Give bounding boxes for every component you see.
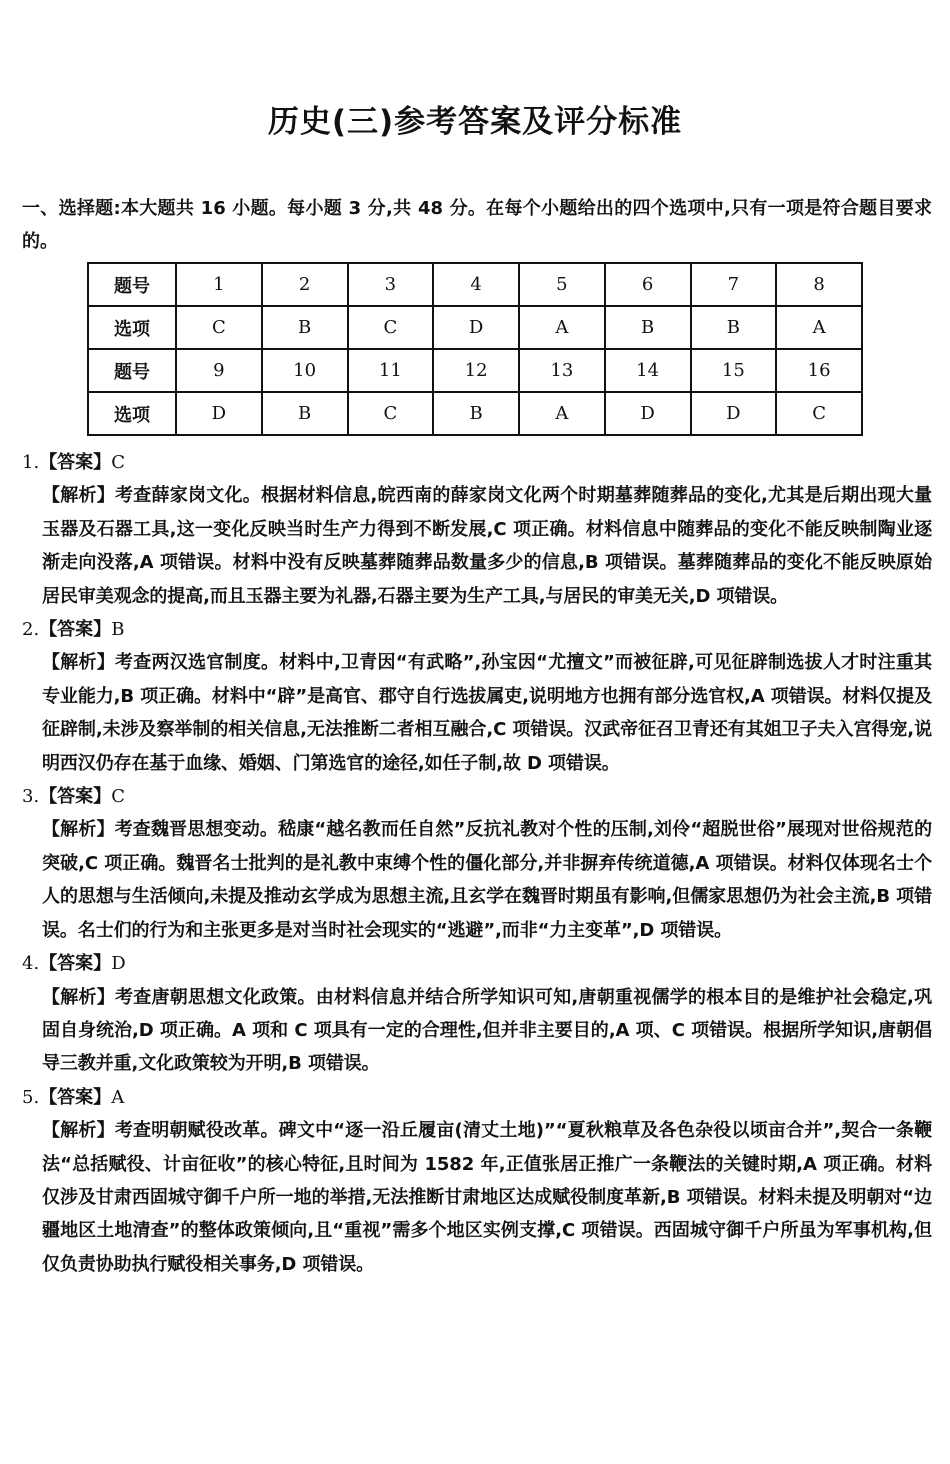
answer-line: [22, 947, 932, 980]
row-label-number: 题号: [88, 349, 176, 392]
answer-value: A: [111, 1086, 125, 1108]
question-number: 8: [776, 263, 862, 306]
answer-option: B: [262, 392, 348, 435]
answer-table: [87, 262, 863, 436]
list-item: [22, 446, 932, 613]
answer-line: [22, 446, 932, 479]
answer-option: B: [262, 306, 348, 349]
analysis-paragraph: [22, 813, 932, 947]
table-row: [88, 306, 862, 349]
question-number: 4: [433, 263, 519, 306]
question-number: 1: [176, 263, 262, 306]
answer-option: D: [433, 306, 519, 349]
row-label-option: 选项: [88, 392, 176, 435]
answer-value: C: [111, 786, 125, 808]
analysis-label: 【解析】: [42, 819, 115, 841]
answer-option: C: [348, 392, 434, 435]
list-item: [22, 613, 932, 780]
row-label-option: 选项: [88, 306, 176, 349]
item-number: 2.: [22, 619, 40, 641]
analysis-text: 考查唐朝思想文化政策。由材料信息并结合所学知识可知,唐朝重视儒学的根本目的是维护社会稳定,巩固自身统治,D 项正确。A 项和 C 项具有一定的合理性,但并非主要目的,A 项、C 项错误。根据所学知识,唐朝倡导三教并重,文化政策较为开明,B 项错误。: [42, 986, 932, 1075]
analysis-text: 考查薛家岗文化。根据材料信息,皖西南的薛家岗文化两个时期墓葬随葬品的变化,尤其是后期出现大量玉器及石器工具,这一变化反映当时生产力得到不断发展,C 项正确。材料信息中随葬品的变化不能反映制陶业逐渐走向没落,A 项错误。材料中没有反映墓葬随葬品数量多少的信息,B 项错误。墓葬随葬品的变化不能反映原始居民审美观念的提高,而且玉器主要为礼器,石器主要为生产工具,与居民的审美无关,D 项错误。: [42, 485, 932, 607]
analysis-text: 考查明朝赋役改革。碑文中“逐一沿丘履亩(清丈土地)”“夏秋粮草及各色杂役以顷亩合并”,契合一条鞭法“总括赋役、计亩征收”的核心特征,且时间为 1582 年,正值张居正推广一条鞭法的关键时期,A 项正确。材料仅涉及甘肃西固城守御千户所一地的举措,无法推断甘肃地区达成赋役制度革新,B 项错误。材料未提及明朝对“边疆地区土地清查”的整体政策倾向,且“重视”需多个地区实例支撑,C 项错误。西固城守御千户所虽为军事机构,但仅负责协助执行赋役相关事务,D 项错误。: [42, 1120, 932, 1275]
row-label-number: 题号: [88, 263, 176, 306]
analysis-label: 【解析】: [42, 485, 116, 507]
question-number: 16: [776, 349, 862, 392]
item-number: 3.: [22, 786, 40, 808]
item-number: 4.: [22, 953, 40, 975]
answer-line: [22, 1081, 932, 1114]
list-item: [22, 1081, 932, 1281]
answer-explanations: [22, 446, 932, 1281]
question-number: 10: [262, 349, 348, 392]
analysis-text: 考查两汉选官制度。材料中,卫青因“有武略”,孙宝因“尤擅文”而被征辟,可见征辟制选拔人才时注重其专业能力,B 项正确。材料中“辟”是高官、郡守自行选拔属吏,说明地方也拥有部分选官权,A 项错误。材料仅提及征辟制,未涉及察举制的相关信息,无法推断二者相互融合,C 项错误。汉武帝征召卫青还有其姐卫子夫入宫得宠,说明西汉仍存在基于血缘、婚姻、门第选官的途径,如任子制,故 D 项错误。: [42, 652, 933, 774]
answer-value: D: [111, 953, 126, 975]
analysis-label: 【解析】: [42, 1120, 115, 1142]
answer-option: B: [691, 306, 777, 349]
answer-option: A: [519, 392, 605, 435]
question-number: 12: [433, 349, 519, 392]
answer-option: C: [348, 306, 434, 349]
answer-line: [22, 613, 932, 646]
question-number: 2: [262, 263, 348, 306]
question-number: 11: [348, 349, 434, 392]
question-number: 13: [519, 349, 605, 392]
analysis-paragraph: [22, 1114, 932, 1281]
item-number: 5.: [22, 1086, 40, 1108]
answer-option: C: [176, 306, 262, 349]
question-number: 14: [605, 349, 691, 392]
answer-label: 【答案】: [39, 953, 112, 975]
question-number: 6: [605, 263, 691, 306]
table-row: [88, 349, 862, 392]
answer-line: [22, 780, 932, 813]
analysis-paragraph: [22, 479, 932, 613]
answer-label: 【答案】: [39, 1086, 112, 1108]
question-number: 3: [348, 263, 434, 306]
answer-option: A: [519, 306, 605, 349]
analysis-paragraph: [22, 646, 932, 780]
answer-option: C: [776, 392, 862, 435]
question-number: 7: [691, 263, 777, 306]
analysis-text: 考查魏晋思想变动。嵇康“越名教而任自然”反抗礼教对个性的压制,刘伶“超脱世俗”展现对世俗规范的突破,C 项正确。魏晋名士批判的是礼教中束缚个性的僵化部分,并非摒弃传统道德,A 项错误。材料仅体现名士个人的思想与生活倾向,未提及推动玄学成为思想主流,且玄学在魏晋时期虽有影响,但儒家思想仍为社会主流,B 项错误。名士们的行为和主张更多是对当时社会现实的“逃避”,而非“力主变革”,D 项错误。: [42, 819, 932, 941]
analysis-paragraph: [22, 981, 932, 1081]
question-number: 15: [691, 349, 777, 392]
section-intro: 一、选择题:本大题共 16 小题。每小题 3 分,共 48 分。在每个小题给出的四个选项中,只有一项是符合题目要求的。: [22, 198, 932, 252]
answer-label: 【答案】: [39, 786, 112, 808]
table-row: [88, 392, 862, 435]
answer-option: D: [605, 392, 691, 435]
answer-value: C: [111, 452, 125, 473]
answer-option: D: [691, 392, 777, 435]
list-item: [22, 947, 932, 1081]
list-item: [22, 780, 932, 947]
table-row: [88, 263, 862, 306]
answer-option: D: [176, 392, 262, 435]
answer-option: B: [433, 392, 519, 435]
page-title: 历史(三)参考答案及评分标准: [267, 104, 683, 140]
question-number: 9: [176, 349, 262, 392]
question-number: 5: [519, 263, 605, 306]
analysis-label: 【解析】: [42, 986, 116, 1008]
answer-option: B: [605, 306, 691, 349]
analysis-label: 【解析】: [42, 652, 115, 674]
answer-option: A: [776, 306, 862, 349]
answer-value: B: [111, 619, 125, 641]
answer-label: 【答案】: [39, 619, 112, 641]
answer-label: 【答案】: [39, 452, 112, 473]
item-number: 1.: [22, 452, 40, 473]
